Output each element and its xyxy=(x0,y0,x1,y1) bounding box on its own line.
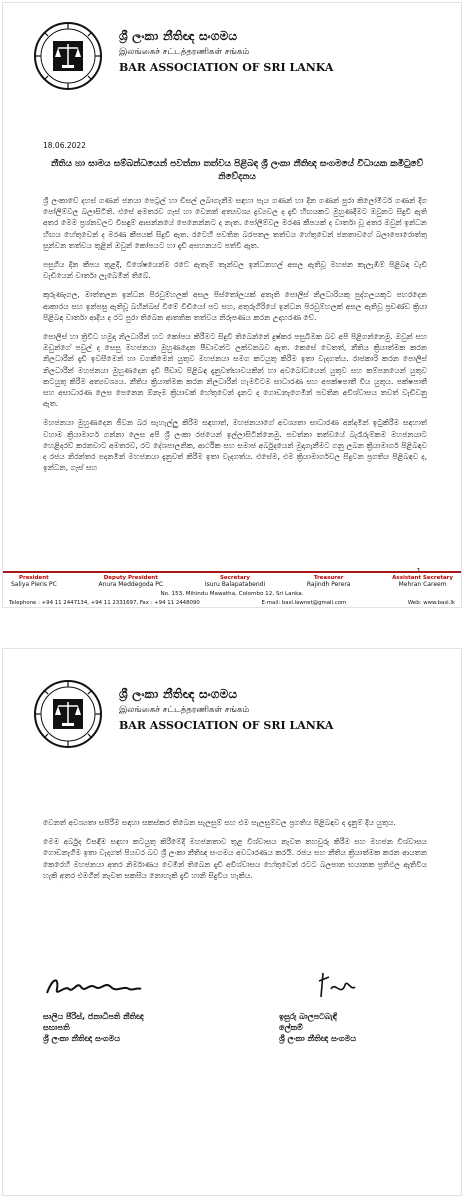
org-name-sinhala: ශ්‍රී ලංකා නීතිඥ සංගමය xyxy=(119,687,238,701)
page-gap xyxy=(0,608,464,648)
secretary-signature-icon xyxy=(311,967,361,1007)
paragraph: මහජනයා මුහුණදෙන ජීවන බර සැහැල්ලු කිරීම සඳහාත්, මහජනයාගේ අවශ්‍යතා සාධාරණ අන්දමින් ඉටුකිරීම සඳහාත් වහාම ක්‍රියාමාර්ග ගන්නා ලෙස අපි ශ්‍රී ලංකා රජයෙන් ඉල්ලාසිටින්නෙමු. පවත්නා තත්වයේ බැරෑරුම්කම මහජනයාට හෙළිදරව් කරනවාට අමතරව, රට දේශපාලනික, ආර්ථික සහ සමාජ අර්බුදයෙන් මුදාගැනීමට ගනු ලබන ක්‍රියාමාර්ග පිළිබඳව ද රජය නිරන්තර පදනමින් මහජනයා දැනුවත් කිරීම ඉතා වැදගත්ය. එසේම, එම ක්‍රියාමාර්ගවල සිදුවන ප්‍රගතිය පිළිබඳව ද, ඉන්ධන, ගෑස් සහ xyxy=(43,418,427,473)
paragraph: මෙම අර්බුද විසඳීම සඳහා කටයුතු කිරීමේදී මහජනතාව තුළ විශ්වාසය නැවත තහවුරු කිරීම සහ මහජන විශ්වාසය ගොඩනැගීම ඉතා වැදගත් පියවර බව ශ්‍රී ලංකා නීතිඥ සංගමය අවධාරණය කරයි. රජය සහ නීතිය ක්‍රියාත්මක කරන ආයතන කෙරෙහි මහජනයා අතර නිර්මාණය වෙමින් තිබෙන දැඩි අවිශ්වාසය හේතුවෙන් රටට බලපාන භයානක ප්‍රතිඵල ඇතිවිය හැකි අතර එමගින් නැවත සකසිය නොහැකි දැඩි හානි සිදුවිය හැකිය. xyxy=(43,837,427,880)
bar-association-emblem-icon xyxy=(33,679,103,749)
footer-address: No. 153, Mihindu Mawatha, Colombo 12, Sri Lanka. xyxy=(160,591,304,597)
bar-association-emblem-icon xyxy=(33,21,103,91)
org-name-sinhala: ශ්‍රී ලංකා නීතිඥ සංගමය xyxy=(119,29,238,43)
officer-president: President Saliya Pieris PC xyxy=(11,575,57,588)
statement-body-page-1 xyxy=(43,195,427,481)
signatory-president: සාලිය පීරිස්, ජනාධිපති නීතිඥ සභාපති ශ්‍රී ලංකා නීතිඥ සංගමය xyxy=(43,1012,144,1043)
paragraph: වෙනත් අවශ්‍යතා සපිරීම සඳහා සකස්කර තිබෙන සැලසුම් සහ එම සැලසුම්වල ප්‍රගතිය පිළිබඳව ද දැනුම් දිය යුතුය. xyxy=(43,818,396,827)
org-name-english: BAR ASSOCIATION OF SRI LANKA xyxy=(119,61,334,74)
paragraph: ශ්‍රී ලංකාවේ දහස් ගණන් ජනයා පෙට්‍රල් හා ඩීසල් ලබාගැනීම සඳහා පැය ගණන් හා දින ගණන් පුරා කිලෝමීටර් ගණන් දිග පෝලිම්වල බලාසිටිති. එසේ අමතරව ගෑස් හා වෙනත් අත්‍යවශ්‍ය ද්‍රව්‍යවල ද දැඩි හිඟයකට මුහුණදීමට ඔවුනට සිදුවී ඇති අතර මෙම ප්‍රශ්නවලට විසඳුම් ආසන්නයේ පෙනෙන්නට ද නැත. පෝලිම්වල මරණ කීපයක් ද වාර්තා වූ අතර ඔවුන් ඉන්ධන හිඟය හේතුවෙන් ද මරණ කීපයක් සිදුවී ඇත. රටෙහි පවතින බරපතල තත්වය හේතුවෙන් ජනතාවගේ බලාපොරොත්තු සුන්වන තත්වය තුළින් ඔවුන් කෝපයට හා දැඩි අසහනයට පත්වී ඇත. xyxy=(43,196,427,250)
footer-contact xyxy=(9,600,455,606)
letter-page-1 xyxy=(2,2,462,608)
office-bearers xyxy=(11,575,453,588)
officer-deputy-president: Deputy President Anura Meddegoda PC xyxy=(98,575,164,588)
statement-body-page-2 xyxy=(43,817,427,889)
paragraph: පොලිස් හා ත්‍රිවිධ හමුදා නිලධාරීන් හට කෝපය කිරීමට සිදුවී තිබෙන්නේ දුෂ්කර පසුබිමක බව අපි පිළිගන්නෙමු. ඔවුන් සහ ඔවුන්ගේ පවුල් ද සෙසු මහජනයා මුහුණදෙන පීඩාවන්ට ලක්වනබව ඇත. කෙසේ වෙතත්, නීතිය ක්‍රියාත්මක කරන නිලධාරීන් දැඩි ඉවසීමෙන් හා වගකීමෙන් යුතුව මහජනයා සමග කටයුතු කිරීම ඉතා වැදගත්ය. රාජකාරි කරන පොලිස් නිලධාරීන් මහජනයා මුහුණදෙන දැඩි පීඩාව පිළිබඳ දැනුවත්භාවයකින් හා අවබෝධයෙන් යුතුව සහ කම්පනයෙන් යුතුව කටයුතු කිරීම අත්‍යවශ්‍යය. නීතිය ක්‍රියාත්මක කරන නිලධාරීන් හැමවිටම සාධාරණ සහ අපක්ෂපාතී විය යුතුය. පක්ෂපාතී සහ අසාධාරණ ලෙස පෙනෙන ඕනෑම ක්‍රියාවක් හේතුවෙන් දැනට ද ගොඩනැගෙමින් පවතින අවිශ්වාසය තවත් වැඩිවනු ඇත. xyxy=(43,332,427,409)
footer-divider xyxy=(3,571,461,573)
footer-email[interactable]: E-mail: basl.lawnet@gmail.com xyxy=(261,600,347,606)
org-name-tamil: இலங்கைச் சட்டத்தரணிகள் சங்கம் xyxy=(119,705,250,715)
officer-treasurer: Treasurer Rajindh Perera xyxy=(306,575,351,588)
president-signature-icon xyxy=(43,967,143,1007)
signature-block xyxy=(43,967,421,1047)
letter-page-2 xyxy=(2,648,462,1196)
officer-assistant-secretary: Assistant Secretary Mehran Careem xyxy=(392,575,453,588)
paragraph: කුරුණෑගල, මාත්තලන ඉන්ධන පිරවුම්හලක් අසල පිස්තෝලයක් අතැති පොලිස් නිලධාරියකු පුද්ගලයකුට පහරදෙන ආකාරය සහ ඉන්පසු ඇතිවූ බහින්බස් වීමේ වීඩියෝ පට සහ, අතුරුගිරියේ ඉන්ධන පිරවුම්හලක් අසල ඇතිවූ ප්‍රචණ්ඩ ක්‍රියා පිළිබඳ වාර්තා ආදිය ද රට පුරා තිබෙන ආතතික තත්වය නිරූපණය කරන උදාහරණ වේ. xyxy=(43,290,427,322)
org-name-tamil: இலங்கைச் சட்டத்தரணிகள் சங்கம் xyxy=(119,47,250,57)
signatory-secretary: ඉසුරු බාලපටබැඳි ලේකම් ශ්‍රී ලංකා නීතිඥ සංගමය xyxy=(279,1012,357,1043)
letterhead xyxy=(33,21,441,91)
footer-web[interactable]: Web: www.basl.lk xyxy=(407,600,455,606)
org-name-english: BAR ASSOCIATION OF SRI LANKA xyxy=(119,719,334,732)
letter-date: 18.06.2022 xyxy=(43,141,86,150)
statement-title: නීතිය හා සාමය සම්බන්ධයෙන් පවත්නා තත්වය පිළිබඳ ශ්‍රී ලංකා නීතිඥ සංගමයේ විධායක කමිටුවේ නිවේදනය xyxy=(50,159,424,182)
footer-telephone: Telephone : +94 11 2447134, +94 11 2331697, Fax : +94 11 2448090 xyxy=(9,600,200,606)
letterhead xyxy=(33,679,441,749)
officer-secretary: Secretary Isuru Balapatabendi xyxy=(204,575,266,588)
paragraph: පසුගිය දින කීපය තුළදී, විශේෂයෙන්ම රටේ ඇතැම් තැන්වල ඉන්ධනහල් අසල ඇතිවූ මහජන කැලැඹීම් පිළිබඳ වැඩි වැඩියෙන් වාර්තා ලැබෙමින් තිබේ. xyxy=(43,260,427,281)
